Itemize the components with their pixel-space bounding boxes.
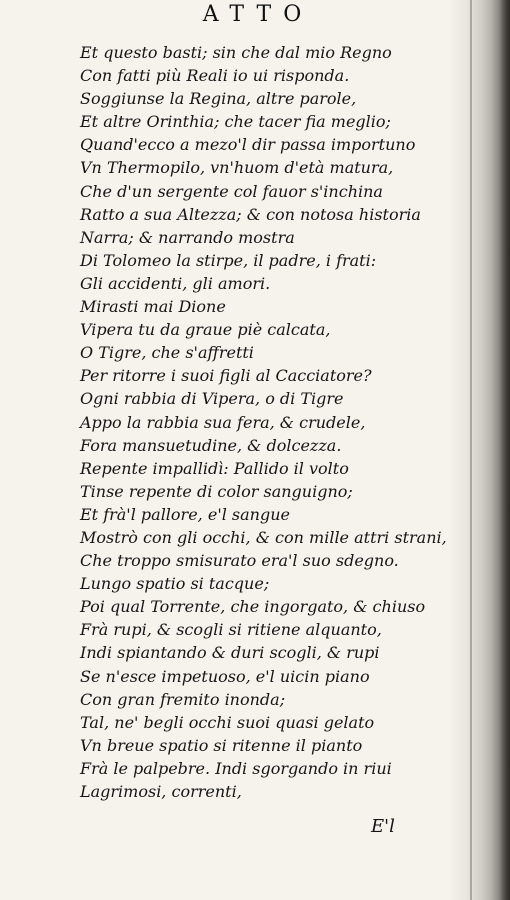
verse-line: Mostrò con gli occhi, & con mille attri strani, [80, 527, 447, 547]
verse-line: Indi spiantando & duri scogli, & rupi [80, 643, 380, 663]
verse-line: Per ritorre i suoi figli al Cacciatore? [80, 366, 372, 386]
verse-line: Se n'esce impetuoso, e'l uicin piano [80, 666, 370, 686]
verse-line: Vn breue spatio si ritenne il pianto [80, 735, 363, 755]
verse-line: Vn Thermopilo, vn'huom d'età matura, [80, 158, 394, 178]
verse-line: Lagrimosi, correnti, [80, 782, 242, 801]
verse-line: Tinse repente di color sanguigno; [80, 481, 353, 501]
page-binding-edge [448, 0, 510, 900]
running-head: ATTO [202, 2, 314, 27]
verse-line: Et questo basti; sin che dal mio Regno [80, 43, 392, 62]
verse-line: Appo la rabbia sua fera, & crudele, [80, 412, 366, 432]
verse-line: Ogni rabbia di Vipera, o di Tigre [80, 389, 344, 409]
verse-line: Con gran fremito inonda; [80, 689, 286, 709]
verse-line: Repente impallidì: Pallido il volto [80, 458, 349, 478]
verse-line: O Tigre, che s'affretti [80, 343, 254, 363]
verse-line: Che troppo smisurato era'l suo sdegno. [80, 551, 399, 571]
verse-line: Frà rupi, & scogli si ritiene alquanto, [80, 620, 382, 640]
verse-line: Soggiunse la Regina, altre parole, [80, 89, 357, 109]
verse-line: Che d'un sergente col fauor s'inchina [80, 181, 383, 201]
verse-line: Di Tolomeo la stirpe, il padre, i frati: [80, 250, 377, 270]
verse-line: Fora mansuetudine, & dolcezza. [80, 435, 342, 455]
verse-line: Narra; & narrando mostra [80, 227, 295, 247]
verse-line: Con fatti più Reali io ui risponda. [80, 66, 350, 86]
verse-line: Lungo spatio si tacque; [80, 574, 270, 594]
verse-line: Tal, ne' begli occhi suoi quasi gelato [80, 712, 375, 732]
verse-line: Quand'ecco a mezo'l dir passa importuno [80, 135, 416, 155]
verse-line: Vipera tu da graue piè calcata, [80, 320, 331, 340]
verse-line: Et frà'l pallore, e'l sangue [80, 504, 290, 524]
verse-line: Gli accidenti, gli amori. [80, 273, 271, 293]
catchword: E'l [371, 816, 395, 837]
verse-text [80, 41, 447, 803]
verse-line: Frà le palpebre. Indi sgorgando in riui [80, 758, 392, 778]
page-fold-line [470, 0, 472, 900]
verse-line: Ratto a sua Altezza; & con notosa historia [80, 204, 421, 224]
verse-line: Mirasti mai Dione [80, 297, 226, 317]
verse-line: Et altre Orinthia; che tacer fia meglio; [80, 112, 391, 132]
verse-line: Poi qual Torrente, che ingorgato, & chiuso [80, 597, 426, 617]
